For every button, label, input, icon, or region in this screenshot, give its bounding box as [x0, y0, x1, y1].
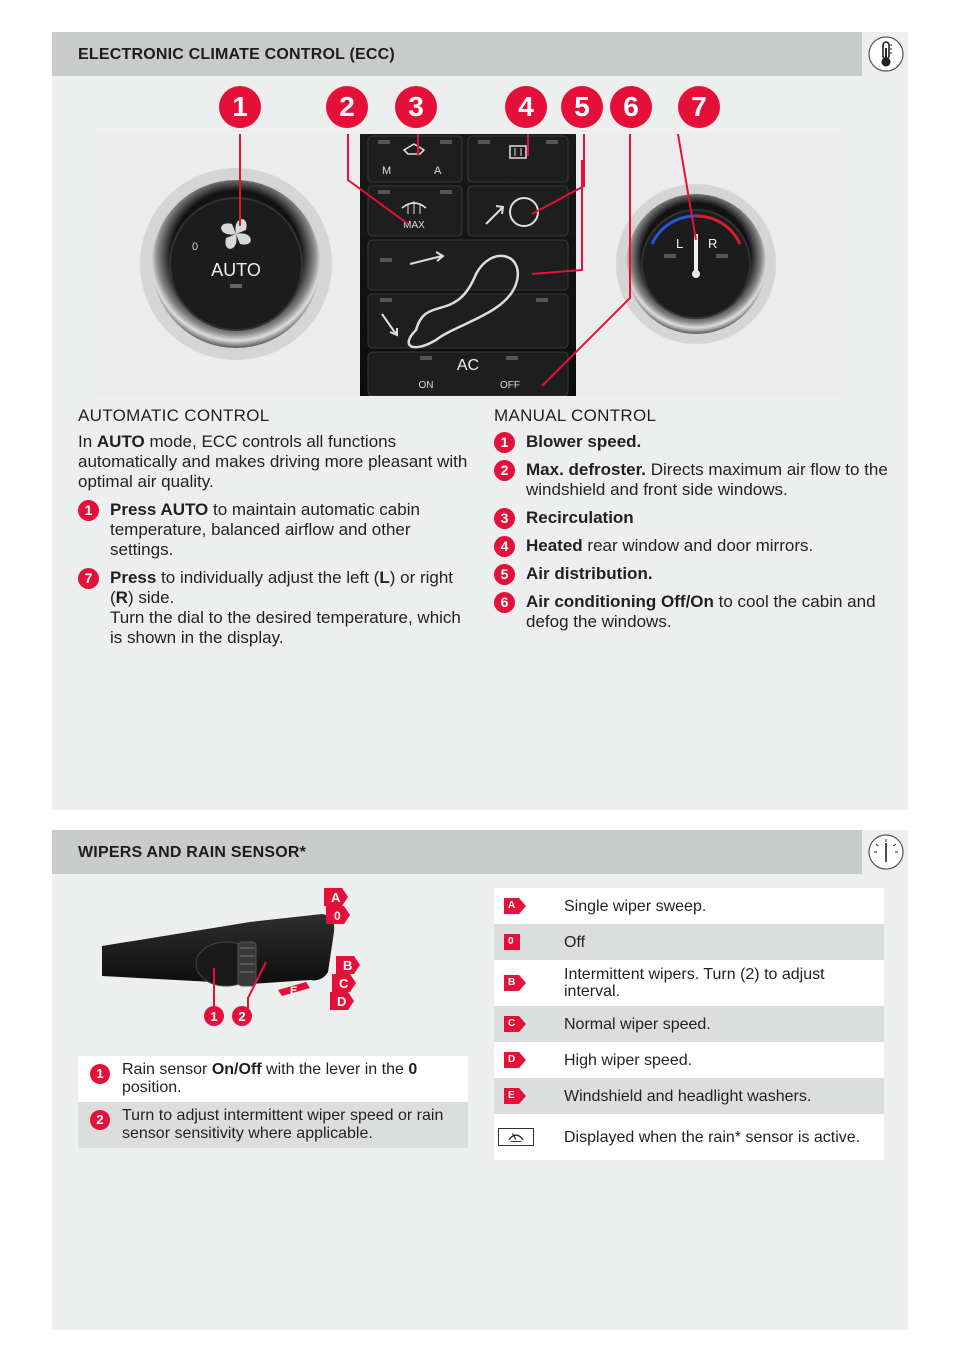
wiper-control-2: 2 Turn to adjust intermittent wiper speed or rain sensor sensitivity where applicable. — [78, 1102, 468, 1148]
svg-text:C: C — [339, 976, 349, 991]
wiper-lever-diagram — [100, 886, 420, 1036]
svg-text:L: L — [676, 236, 684, 251]
ecc-panel — [52, 32, 908, 810]
manual-item-4: 4 Heated rear window and door mirrors. — [494, 536, 894, 556]
position-row-e: E Windshield and headlight washers. — [494, 1078, 884, 1114]
wiper-control-list — [78, 1056, 468, 1148]
wiper-position-table — [494, 888, 884, 1160]
wipers-panel — [52, 830, 908, 1330]
zero-label: 0 — [192, 241, 199, 253]
manual-item-1: 1 Blower speed. — [494, 432, 894, 452]
svg-text:1: 1 — [210, 1009, 218, 1024]
position-row-b: B Intermittent wipers. Turn (2) to adjust interval. — [494, 960, 884, 1006]
callout-4: 4 — [505, 86, 547, 128]
svg-text:AC: AC — [456, 357, 480, 374]
svg-text:A: A — [434, 165, 442, 177]
callout-7: 7 — [678, 86, 720, 128]
svg-text:D: D — [337, 994, 347, 1009]
callout-5: 5 — [561, 86, 603, 128]
thermometer-icon — [866, 34, 906, 74]
heated-rear-window-button[interactable] — [468, 136, 568, 182]
air-distribution-buttons[interactable] — [368, 240, 568, 348]
gauge-icon — [866, 832, 906, 872]
svg-text:ON: ON — [418, 380, 434, 391]
wipers-title: WIPERS AND RAIN SENSOR* — [78, 844, 307, 861]
automatic-control-section — [78, 406, 472, 656]
svg-text:OFF: OFF — [500, 380, 520, 391]
svg-text:2: 2 — [238, 1009, 246, 1024]
manual-control-section — [494, 406, 894, 640]
svg-text:A: A — [331, 890, 341, 905]
wiper-control-1: 1 Rain sensor On/Off with the lever in the 0 position. — [78, 1056, 468, 1102]
svg-text:B: B — [343, 958, 353, 973]
svg-text:R: R — [708, 236, 718, 251]
recirculation-button[interactable] — [468, 186, 568, 236]
position-row-c: C Normal wiper speed. — [494, 1006, 884, 1042]
auto-item-7: 7 Press to individually adjust the left (L) or right (R) side. Turn the dial to the desired temperature, which is shown in the display. — [78, 568, 472, 648]
svg-text:MAX: MAX — [403, 220, 425, 231]
position-row-rain: Displayed when the rain* sensor is active. — [494, 1114, 884, 1160]
rain-sensor-icon — [498, 1128, 534, 1146]
manual-item-5: 5 Air distribution. — [494, 564, 894, 584]
position-row-0: 0 Off — [494, 924, 884, 960]
callout-2: 2 — [326, 86, 368, 128]
manual-item-3: 3 Recirculation — [494, 508, 894, 528]
manual-item-2: 2 Max. defroster. Directs maximum air flow to the windshield and front side windows. — [494, 460, 894, 500]
position-row-a: A Single wiper sweep. — [494, 888, 884, 924]
callout-1: 1 — [219, 86, 261, 128]
svg-text:0: 0 — [334, 909, 341, 923]
manual-control-heading: MANUAL CONTROL — [494, 406, 657, 425]
auto-label: AUTO — [211, 260, 261, 280]
automatic-control-heading: AUTOMATIC CONTROL — [78, 406, 270, 425]
svg-text:E: E — [290, 985, 298, 997]
auto-item-1: 1 Press AUTO to maintain automatic cabin temperature, balanced airflow and other settings. — [78, 500, 472, 560]
ecc-title: ELECTRONIC CLIMATE CONTROL (ECC) — [78, 46, 395, 63]
callout-6: 6 — [610, 86, 652, 128]
svg-text:M: M — [382, 165, 392, 177]
wipers-header — [52, 830, 862, 874]
manual-item-6: 6 Air conditioning Off/On to cool the cabin and defog the windows. — [494, 592, 894, 632]
temperature-knob[interactable] — [616, 184, 776, 344]
callout-3: 3 — [395, 86, 437, 128]
automatic-control-intro: In AUTO mode, ECC controls all functions automatically and makes driving more pleasant with optimal air quality. — [78, 432, 468, 491]
ecc-control-panel-photo — [96, 134, 840, 396]
ecc-header — [52, 32, 862, 76]
position-row-d: D High wiper speed. — [494, 1042, 884, 1078]
